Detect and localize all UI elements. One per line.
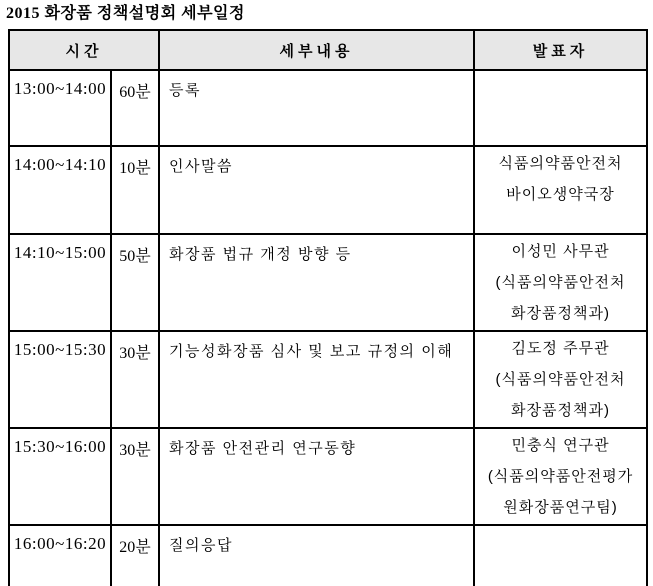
presenter-line: 민충식 연구관: [511, 437, 610, 454]
time-cell: 14:10~15:00: [9, 234, 111, 331]
presenter-cell: [474, 428, 647, 525]
table-row: [9, 428, 647, 525]
presenter-line: 화장품정책과): [511, 305, 610, 322]
presenter-cell: [474, 234, 647, 331]
time-cell: 14:00~14:10: [9, 146, 111, 234]
presenter-line: 이성민 사무관: [511, 243, 610, 260]
header-time: 시간: [9, 30, 159, 70]
time-cell: 16:00~16:20: [9, 525, 111, 586]
duration-cell: 30분: [111, 331, 159, 428]
duration-cell: 60분: [111, 70, 159, 146]
content-cell: 화장품 안전관리 연구동향: [159, 428, 474, 525]
presenter-line: (식품의약품안전처: [495, 274, 626, 291]
presenter-line: 식품의약품안전처: [498, 155, 623, 172]
time-cell: 15:30~16:00: [9, 428, 111, 525]
content-cell: 등록: [159, 70, 474, 146]
presenter-cell: [474, 70, 647, 146]
presenter-cell: [474, 525, 647, 586]
content-cell: 질의응답: [159, 525, 474, 586]
duration-cell: 20분: [111, 525, 159, 586]
page-title: 2015 화장품 정책설명회 세부일정: [6, 5, 245, 22]
presenter-cell: [474, 146, 647, 234]
table-row: [9, 70, 647, 146]
duration-cell: 50분: [111, 234, 159, 331]
content-cell: 기능성화장품 심사 및 보고 규정의 이해: [159, 331, 474, 428]
presenter-line: 바이오생약국장: [506, 186, 615, 203]
table-row: [9, 146, 647, 234]
header-row: [9, 30, 647, 70]
presenter-line: (식품의약품안전평가: [487, 468, 634, 485]
presenter-line: 화장품정책과): [511, 402, 610, 419]
presenter-line: (식품의약품안전처: [495, 371, 626, 388]
schedule-table: [8, 29, 648, 586]
table-row: [9, 234, 647, 331]
table-row: [9, 525, 647, 586]
time-cell: 15:00~15:30: [9, 331, 111, 428]
presenter-line: 김도정 주무관: [511, 340, 610, 357]
presenter-cell: [474, 331, 647, 428]
time-cell: 13:00~14:00: [9, 70, 111, 146]
duration-cell: 10분: [111, 146, 159, 234]
content-cell: 화장품 법규 개정 방향 등: [159, 234, 474, 331]
header-content: 세부내용: [159, 30, 474, 70]
content-cell: 인사말씀: [159, 146, 474, 234]
duration-cell: 30분: [111, 428, 159, 525]
table-row: [9, 331, 647, 428]
presenter-line: 원화장품연구팀): [503, 499, 618, 516]
header-presenter: 발표자: [474, 30, 647, 70]
